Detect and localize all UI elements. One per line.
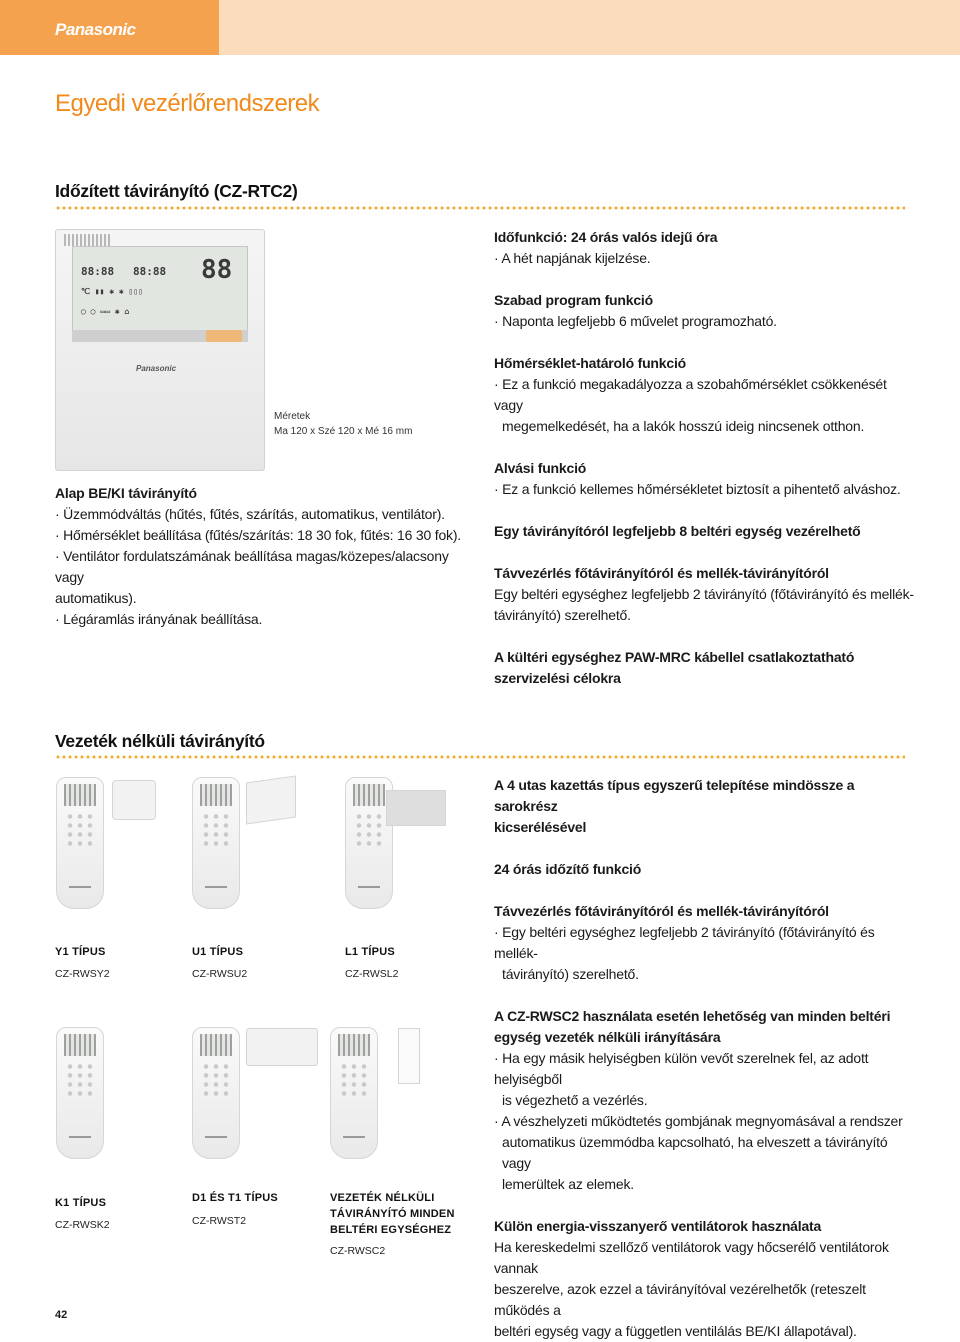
timer-remote-functions: Időfunkció: 24 órás valós idejű óra · A hét napjának kijelzése. Szabad program funkció · Naponta legfeljebb 6 művelet programozható. Hőmérséklet-határoló funkció · Ez a funkció megakadályozza a szobahőmérséklet csökkenését vagy megemelkedését, ha a lakók hosszú ideig nincsenek otthon. Alvási funkció · Ez a funkció kellemes hőmérsékletet biztosít a pihentető alváshoz. Egy távirányítóról legfeljebb 8 beltéri egység vezérelhető Távvezérlés főtávirányítóról és mellék-távirányítóról Egy beltéri egységhez legfeljebb 2 távirányító (főtávirányító és mellék- távirányító) szerelhető. A kültéri egységhez PAW-MRC kábellel csatlakoztatható szervizelési célokra bbox=[494, 229, 914, 686]
remote-y1-image bbox=[56, 777, 104, 909]
product-type-d1-t1: D1 ÉS T1 TÍPUS bbox=[192, 1192, 278, 1204]
remote-u1-image bbox=[192, 777, 240, 909]
product-model-k1: CZ-RWSK2 bbox=[55, 1219, 110, 1231]
product-type-k1: K1 TÍPUS bbox=[55, 1197, 107, 1209]
remote-universal-image bbox=[330, 1027, 378, 1159]
remote-d1-t1-image bbox=[192, 1027, 240, 1159]
product-model-universal: CZ-RWSC2 bbox=[330, 1245, 386, 1257]
dotted-divider bbox=[55, 755, 905, 759]
section-title-wireless-remote: Vezeték nélküli távirányító bbox=[55, 731, 265, 751]
page-number: 42 bbox=[55, 1309, 68, 1321]
product-model-u1: CZ-RWSU2 bbox=[192, 968, 248, 980]
product-model-d1-t1: CZ-RWST2 bbox=[192, 1215, 247, 1227]
dimensions-label: Méretek Ma 120 x Szé 120 x Mé 16 mm bbox=[274, 411, 413, 437]
u1-receiver-image bbox=[246, 775, 296, 824]
product-model-y1: CZ-RWSY2 bbox=[55, 968, 110, 980]
controller-logo: Panasonic bbox=[136, 364, 177, 373]
product-type-universal: VEZETÉK NÉLKÜLI TÁVIRÁNYÍTÓ MINDEN BELTÉRI EGYSÉGHEZ bbox=[330, 1192, 455, 1236]
l1-receiver-image bbox=[386, 790, 446, 826]
d1-t1-receiver-image bbox=[246, 1028, 318, 1066]
vent-grille bbox=[64, 234, 110, 246]
dotted-divider bbox=[55, 206, 905, 210]
y1-receiver-image bbox=[112, 780, 156, 820]
product-type-y1: Y1 TÍPUS bbox=[55, 946, 106, 958]
product-type-u1: U1 TÍPUS bbox=[192, 946, 244, 958]
lcd-display: 88:88 88:88 88 ℃ ▮▮ ✱ ✱ ▯▯▯ ◯ ◯ ▭▭ ✱ ⌂ bbox=[72, 246, 248, 342]
product-model-l1: CZ-RWSL2 bbox=[345, 968, 399, 980]
wireless-remote-features: A 4 utas kazettás típus egyszerű telepítése mindössze a sarokrész kicserélésével 24 órás időzítő funkció Távvezérlés főtávirányítóról és mellék-távirányítóról · Egy beltéri egységhez legfeljebb 2 távirányító (főtávirányító és mellék- távirányító) szerelhető. A CZ-RWSC2 használata esetén lehetőség van minden beltéri egység vezeték nélküli irányítására · Ha egy másik helyiségben külön vevőt szerelnek fel, az adott helyiségből is végezhető a vezérlés. · A vészhelyzeti működtetés gombjának megnyomásával a rendszer automatikus üzemmódba kapcsolható, ha elveszett a távirányító vagy lemerültek az elemek. Külön energia-visszanyerő ventilátorok használata Ha kereskedelmi szellőző ventilátorok vagy hőcserélő ventilátorok vannak beszerelve, azok ezzel a távirányítóval vezérelhetők (reteszelt működés a beltéri egység vagy a független ventilálás BE/KI állapotával). bbox=[494, 777, 903, 1339]
orange-button bbox=[206, 330, 242, 342]
brand-logo: Panasonic bbox=[55, 20, 136, 39]
universal-receiver-image bbox=[398, 1028, 420, 1084]
remote-k1-image bbox=[56, 1027, 104, 1159]
basic-remote-features: Alap BE/KI távirányító · Üzemmódváltás (hűtés, fűtés, szárítás, automatikus, ventilátor). · Hőmérséklet beállítása (fűtés/szárítás: 18 30 fok, fűtés: 16 30 fok). · Ventilátor fordulatszámának beállítása magas/közepes/alacsony vagy automatikus). · Légáramlás irányának beállítása. bbox=[55, 485, 461, 627]
page-title: Egyedi vezérlőrendszerek bbox=[55, 90, 320, 117]
section-title-timer-remote: Időzített távirányító (CZ-RTC2) bbox=[55, 181, 298, 201]
timer-remote-image bbox=[55, 229, 265, 471]
product-type-l1: L1 TÍPUS bbox=[345, 946, 395, 958]
